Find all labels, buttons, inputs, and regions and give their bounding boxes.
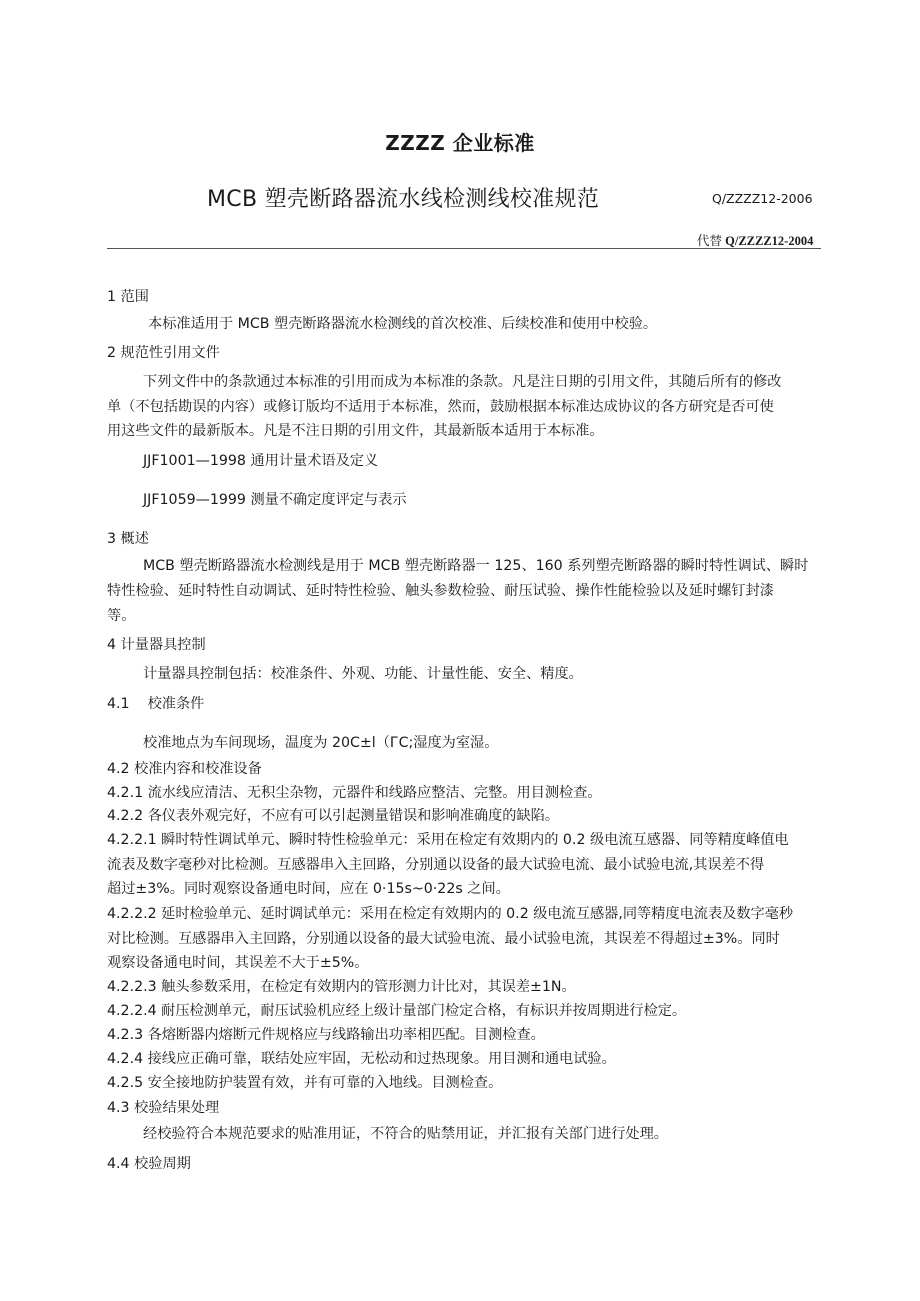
section-3-text-line-3: 等。	[107, 608, 136, 624]
reference-jjf1059: JJF1059—1999 测量不确定度评定与表示	[143, 492, 407, 508]
section-3-heading: 3 概述	[107, 531, 149, 547]
section-4-3-text: 经校验符合本规范要求的贴准用证，不符合的贴禁用证，并汇报有关部门进行处理。	[143, 1126, 668, 1142]
section-4-2-1: 4.2.1 流水线应清洁、无积尘杂物，元器件和线路应整洁、完整。用目测检查。	[107, 785, 602, 801]
section-4-2-2: 4.2.2 各仪表外观完好，不应有可以引起测量错误和影响准确度的缺陷。	[107, 808, 560, 824]
section-4-2-3: 4.2.3 各熔断器内熔断元件规格应与线路输出功率相匹配。目测检查。	[107, 1027, 545, 1043]
section-2-text-line-1: 下列文件中的条款通过本标准的引用而成为本标准的条款。凡是注日期的引用文件，其随后所有的修改	[143, 374, 782, 390]
organization-title: ZZZZ 企业标准	[385, 131, 535, 155]
header-divider	[107, 248, 821, 249]
section-4-2-2-1-line-3: 超过±3%。同时观察设备通电时间，应在 0·15s~0·22s 之间。	[107, 881, 510, 897]
section-4-2-2-3: 4.2.2.3 触头参数采用，在检定有效期内的管形测力计比对，其误差±1N。	[107, 979, 576, 995]
section-3-text-line-1: MCB 塑壳断路器流水检测线是用于 MCB 塑壳断路器一 125、160 系列塑壳断路器的瞬时特性调试、瞬时	[143, 558, 809, 574]
section-1-heading: 1 范围	[107, 289, 149, 305]
section-4-heading: 4 计量器具控制	[107, 637, 206, 653]
section-4-2-2-2-line-3: 观察设备通电时间，其误差不大于±5%。	[107, 955, 369, 971]
section-1-text: 本标准适用于 MCB 塑壳断路器流水检测线的首次校准、后续校准和使用中校验。	[148, 316, 658, 332]
section-4-2-2-1-line-1: 4.2.2.1 瞬时特性调试单元、瞬时特性检验单元：采用在检定有效期内的 0.2 级电流互感器、同等精度峰值电	[107, 832, 789, 848]
section-2-text-line-2: 单（不包括勘误的内容）或修订版均不适用于本标准，然而，鼓励根据本标准达成协议的各方研究是否可使	[107, 399, 774, 415]
section-4-2-2-1-line-2: 流表及数字毫秒对比检测。互感器串入主回路，分别通以设备的最大试验电流、最小试验电流,其误差不得	[107, 857, 765, 873]
reference-jjf1001: JJF1001—1998 通用计量术语及定义	[143, 453, 379, 469]
section-4-3-heading: 4.3 校验结果处理	[107, 1100, 220, 1116]
section-4-2-2-4: 4.2.2.4 耐压检测单元，耐压试验机应经上级计量部门检定合格，有标识并按周期进行检定。	[107, 1003, 687, 1019]
section-2-text-line-3: 用这些文件的最新版本。凡是不注日期的引用文件，其最新版本适用于本标准。	[107, 423, 604, 439]
section-4-2-heading: 4.2 校准内容和校准设备	[107, 761, 262, 777]
section-4-text: 计量器具控制包括：校准条件、外观、功能、计量性能、安全、精度。	[143, 666, 583, 682]
section-2-heading: 2 规范性引用文件	[107, 345, 220, 361]
replaces-standard	[697, 231, 813, 249]
section-4-4-heading: 4.4 校验周期	[107, 1156, 191, 1172]
replaces-number: Q/ZZZZ12-2004	[725, 234, 814, 248]
section-4-1-text: 校准地点为车间现场，温度为 20C±l（ГC;湿度为室湿。	[143, 735, 499, 751]
section-4-2-2-2-line-1: 4.2.2.2 延时检验单元、延时调试单元：采用在检定有效期内的 0.2 级电流互感器,同等精度电流表及数字毫秒	[107, 906, 794, 922]
document-title: MCB 塑壳断路器流水线检测线校准规范	[207, 187, 600, 212]
section-4-2-4: 4.2.4 接线应正确可靠，联结处应牢固，无松动和过热现象。用目测和通电试验。	[107, 1051, 616, 1067]
section-4-2-2-2-line-2: 对比检测。互感器串入主回路，分别通以设备的最大试验电流、最小试验电流，其误差不得超过±3%。同时	[107, 931, 780, 947]
section-4-1-heading: 4.1 校准条件	[107, 696, 205, 712]
standard-number: Q/ZZZZ12-2006	[712, 191, 813, 206]
section-3-text-line-2: 特性检验、延时特性自动调试、延时特性检验、触头参数检验、耐压试验、操作性能检验以及延时螺钉封漆	[107, 583, 774, 599]
section-4-2-5: 4.2.5 安全接地防护装置有效，并有可靠的入地线。目测检查。	[107, 1075, 503, 1091]
replaces-prefix: 代替	[697, 233, 723, 248]
